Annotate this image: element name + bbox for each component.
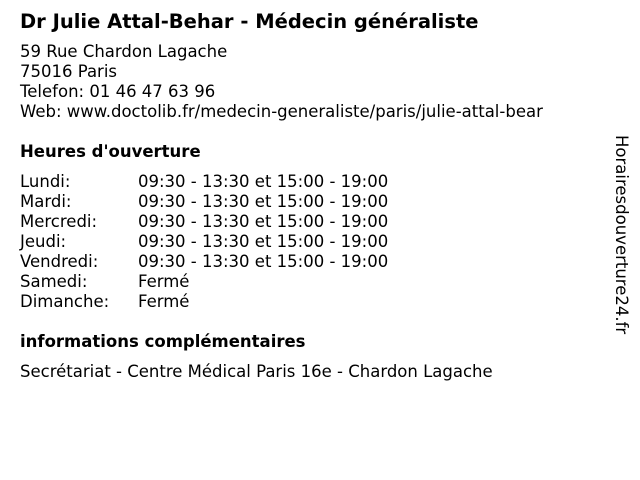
day-label: Mercredi: bbox=[20, 212, 98, 231]
additional-info-heading: informations complémentaires bbox=[20, 332, 306, 351]
opening-hours-heading: Heures d'ouverture bbox=[20, 142, 201, 161]
opening-hours-list bbox=[20, 172, 610, 312]
time-value: 09:30 - 13:30 et 15:00 - 19:00 bbox=[138, 252, 389, 271]
website-url: Web: www.doctolib.fr/medecin-generaliste/paris/julie-attal-bear bbox=[20, 102, 543, 121]
page-title: Dr Julie Attal-Behar - Médecin généraliste bbox=[20, 10, 479, 33]
day-label: Samedi: bbox=[20, 272, 88, 291]
day-label: Jeudi: bbox=[20, 232, 67, 251]
hours-row-friday bbox=[20, 252, 610, 272]
address-block bbox=[20, 42, 610, 122]
street-address: 59 Rue Chardon Lagache bbox=[20, 42, 228, 61]
time-value: Fermé bbox=[138, 292, 190, 311]
time-value: 09:30 - 13:30 et 15:00 - 19:00 bbox=[138, 232, 389, 251]
hours-row-thursday bbox=[20, 232, 610, 252]
hours-row-sunday bbox=[20, 292, 610, 312]
phone-number: Telefon: 01 46 47 63 96 bbox=[20, 82, 216, 101]
day-label: Vendredi: bbox=[20, 252, 99, 271]
time-value: 09:30 - 13:30 et 15:00 - 19:00 bbox=[138, 192, 389, 211]
hours-row-tuesday bbox=[20, 192, 610, 212]
day-label: Dimanche: bbox=[20, 292, 110, 311]
city-postcode: 75016 Paris bbox=[20, 62, 118, 81]
brand-watermark: Horairesdouverture24.fr bbox=[612, 135, 631, 335]
day-label: Lundi: bbox=[20, 172, 71, 191]
hours-row-wednesday bbox=[20, 212, 610, 232]
time-value: 09:30 - 13:30 et 15:00 - 19:00 bbox=[138, 172, 389, 191]
time-value: Fermé bbox=[138, 272, 190, 291]
hours-row-saturday bbox=[20, 272, 610, 292]
day-label: Mardi: bbox=[20, 192, 72, 211]
business-card bbox=[20, 8, 610, 382]
hours-row-monday bbox=[20, 172, 610, 192]
additional-info-text: Secrétariat - Centre Médical Paris 16e - Chardon Lagache bbox=[20, 362, 493, 381]
time-value: 09:30 - 13:30 et 15:00 - 19:00 bbox=[138, 212, 389, 231]
